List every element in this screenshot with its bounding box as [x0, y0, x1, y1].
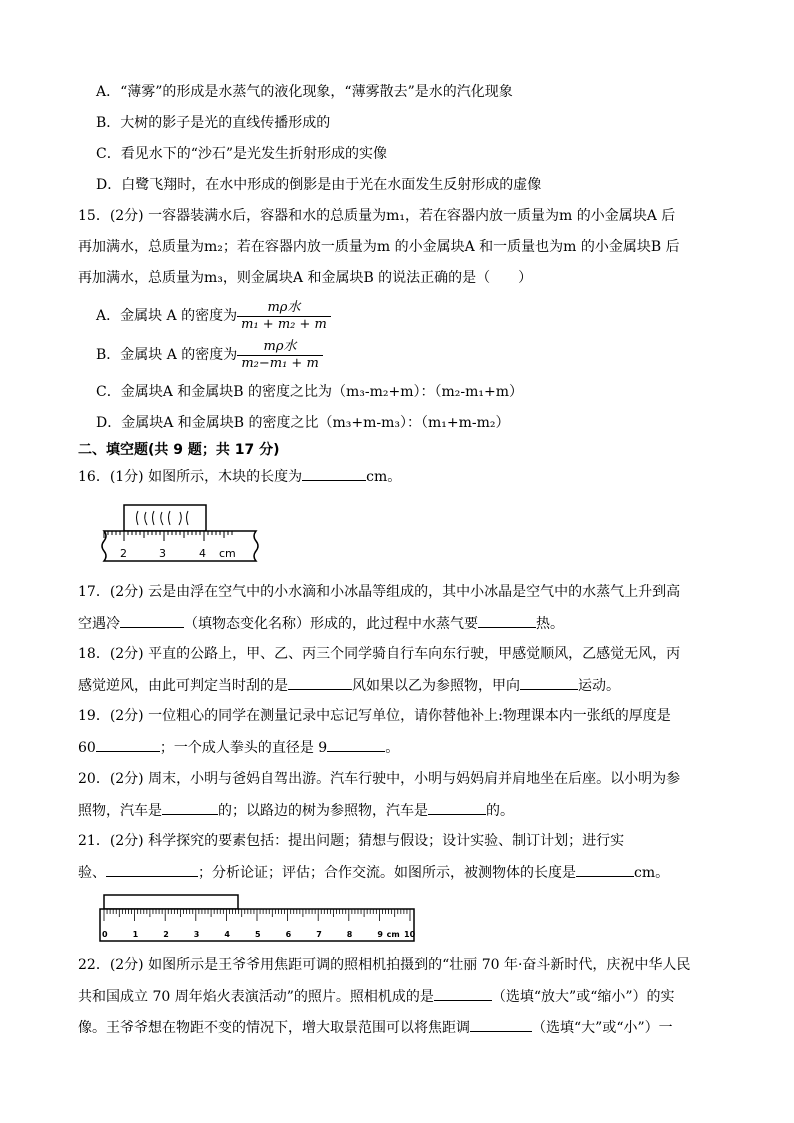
ruler-unit-label: cm — [219, 547, 236, 560]
ruler-label: cm — [386, 930, 400, 939]
q21-text-mid: ；分析论证；评估；合作交流。如图所示，被测物体的长度是 — [198, 865, 576, 881]
answer-blank[interactable] — [520, 675, 578, 690]
ruler-label-4: 4 — [199, 547, 206, 560]
ruler-label-3: 3 — [159, 547, 166, 560]
ruler-label: 2 — [163, 930, 169, 939]
q20-text-post: 的。 — [486, 803, 514, 819]
q16-ruler-figure — [100, 503, 260, 565]
answer-blank[interactable] — [434, 986, 492, 1001]
q18-text-mid: 风如果以乙为参照物，甲向 — [352, 678, 520, 694]
answer-blank[interactable] — [478, 613, 536, 628]
q20-text-pre: 照物，汽车是 — [78, 803, 162, 819]
q22-text-pre: 像。王爷爷想在物距不变的情况下，增大取景范围可以将焦距调 — [78, 1020, 470, 1036]
q17-stem-line1: 17．(2分) 云是由浮在空气中的小水滴和小冰晶等组成的，其中小冰晶是空气中的水蒸气上升到高 — [78, 584, 681, 600]
answer-blank[interactable] — [327, 737, 385, 752]
q15-stem-line2: 再加满水，总质量为m₂；若在容器内放一质量为m 的小金属块A 和一质量也为m 的小金属块B 后 — [78, 239, 680, 255]
q15-option-a-fraction — [237, 300, 331, 333]
q21-text-post: cm。 — [634, 865, 670, 881]
q18-text-post: 运动。 — [578, 678, 620, 694]
q21-stem-line1: 21．(2分) 科学探究的要素包括：提出问题；猜想与假设；设计实验、制订计划；进行实 — [78, 833, 625, 849]
ruler-label: 3 — [193, 930, 200, 939]
answer-blank[interactable] — [428, 800, 486, 815]
ruler-label: 7 — [316, 930, 322, 939]
answer-blank[interactable] — [120, 613, 184, 628]
q15-option-a-text: A．金属块 A 的密度为 — [96, 308, 238, 324]
q22-text-post: （选填“放大”或“缩小”）的实 — [491, 989, 675, 1005]
q21-ruler-figure — [98, 893, 418, 945]
answer-blank[interactable] — [96, 737, 160, 752]
answer-blank[interactable] — [576, 862, 634, 877]
q22-text-post: （选填“大”或“小”）一 — [532, 1020, 673, 1036]
q19-stem-line2 — [78, 737, 399, 758]
q21-stem-line2 — [78, 862, 669, 883]
q20-stem-line2 — [78, 800, 514, 821]
q17-text-post: 热。 — [536, 616, 564, 632]
q21-text-pre: 验、 — [78, 865, 106, 881]
q14-option-d: D．白鹭飞翔时，在水中形成的倒影是由于光在水面发生反射形成的虚像 — [96, 177, 542, 193]
section-title: 二、填空题(共 9 题；共 17 分) — [78, 442, 280, 458]
measured-object — [104, 895, 238, 909]
q15-option-b — [96, 337, 323, 373]
answer-blank[interactable] — [302, 466, 366, 481]
q19-text-post: 。 — [385, 740, 400, 756]
ruler-label: 0 — [102, 930, 108, 939]
q15-stem-line3: 再加满水，总质量为m₃，则金属块A 和金属块B 的说法正确的是（ ） — [78, 270, 533, 286]
q17-text-mid: （填物态变化名称）形成的，此过程中水蒸气要 — [184, 616, 478, 632]
fraction-denominator: m₁ + m₂ + m — [237, 316, 331, 333]
fraction-denominator: m₂−m₁ + m — [237, 355, 322, 372]
q15-option-d: D．金属块A 和金属块B 的密度之比（m₃+m-m₃）：（m₁+m-m₂） — [96, 415, 510, 431]
answer-blank[interactable] — [470, 1017, 532, 1032]
ruler-label: 5 — [255, 930, 261, 939]
answer-blank[interactable] — [106, 862, 198, 877]
q20-stem-line1: 20．(2分) 周末，小明与爸妈自驾出游。汽车行驶中，小明与妈妈肩并肩地坐在后座。以小明为参 — [78, 771, 681, 787]
q19-text-pre: 60 — [78, 740, 96, 756]
ruler-label-2: 2 — [120, 547, 127, 560]
q20-text-mid: 的；以路边的树为参照物，汽车是 — [218, 803, 428, 819]
ruler-label: 6 — [285, 930, 292, 939]
q22-stem-line3 — [78, 1017, 673, 1038]
q19-stem-line1: 19．(2分) 一位粗心的同学在测量记录中忘记写单位，请你替他补上:物理课本内一张纸的厚度是 — [78, 708, 671, 724]
q16-text-post: cm。 — [366, 469, 402, 485]
q14-option-a: A．“薄雾”的形成是水蒸气的液化现象，“薄雾散去”是水的汽化现象 — [96, 84, 513, 100]
q18-text-pre: 感觉逆风，由此可判定当时刮的是 — [78, 678, 288, 694]
q22-text-pre: 共和国成立 70 周年焰火表演活动”的照片。照相机成的是 — [78, 989, 434, 1005]
q18-stem-line2 — [78, 675, 620, 696]
fraction-numerator: mρ水 — [263, 338, 297, 354]
q22-stem-line2 — [78, 986, 675, 1007]
q18-stem-line1: 18．(2分) 平直的公路上，甲、乙、丙三个同学骑自行车向东行驶，甲感觉顺风，乙感觉无风，丙 — [78, 646, 681, 662]
q17-text-pre: 空遇冷 — [78, 616, 120, 632]
ruler-label: 10 — [404, 930, 416, 939]
q17-stem-line2 — [78, 613, 564, 634]
q14-option-b: B．大树的影子是光的直线传播形成的 — [96, 115, 331, 131]
q15-option-a — [96, 298, 331, 334]
q22-stem-line1: 22．(2分) 如图所示是王爷爷用焦距可调的照相机拍摄到的“壮丽 70 年·奋斗新时代，庆祝中华人民 — [78, 957, 691, 973]
fraction-numerator: mρ水 — [267, 299, 301, 315]
answer-blank[interactable] — [288, 675, 352, 690]
ruler-label: 9 — [377, 930, 383, 939]
q16-stem — [78, 466, 401, 487]
q19-text-mid: ；一个成人拳头的直径是 9 — [159, 740, 328, 756]
ruler-label: 1 — [132, 930, 139, 939]
ruler-label: 8 — [346, 930, 353, 939]
ruler-label: 4 — [224, 930, 230, 939]
q15-option-b-text: B．金属块 A 的密度为 — [96, 347, 238, 363]
q15-option-c: C．金属块A 和金属块B 的密度之比为（m₃-m₂+m）：（m₂-m₁+m） — [96, 384, 524, 400]
q14-option-c: C．看见水下的“沙石”是光发生折射形成的实像 — [96, 146, 388, 162]
q15-stem-line1: 15．(2分) 一容器装满水后，容器和水的总质量为m₁，若在容器内放一质量为m 的小金属块A 后 — [78, 208, 676, 224]
q15-option-b-fraction — [237, 339, 322, 372]
q16-text-pre: 16．(1分) 如图所示，木块的长度为 — [78, 469, 303, 485]
answer-blank[interactable] — [162, 800, 218, 815]
